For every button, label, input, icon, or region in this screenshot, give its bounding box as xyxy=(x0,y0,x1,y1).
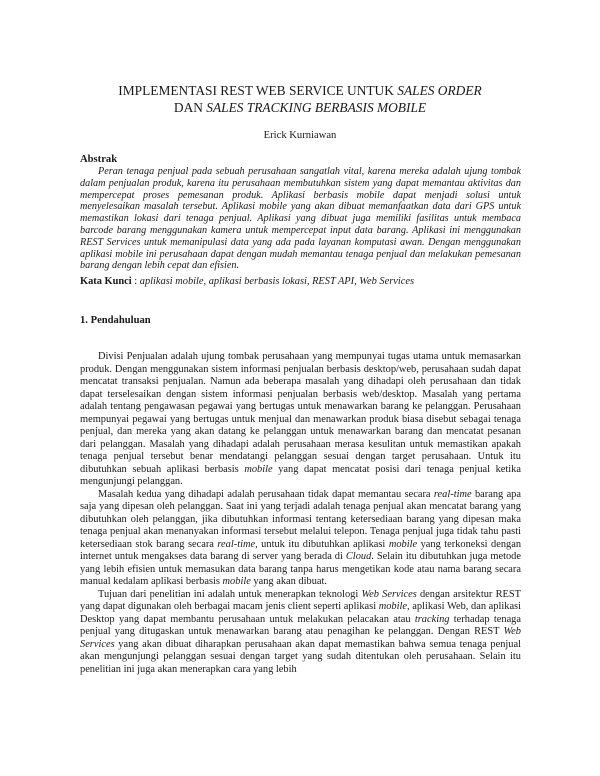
keywords: Kata Kunci : aplikasi mobile, aplikasi berbasis lokasi, REST API, Web Services xyxy=(80,276,415,287)
section-body xyxy=(80,351,521,676)
keywords-label: Kata Kunci xyxy=(80,276,132,287)
title-line-2: DAN SALES TRACKING BERBASIS MOBILE xyxy=(173,100,427,115)
author-name: Erick Kurniawan xyxy=(263,130,337,141)
abstract-heading: Abstrak xyxy=(80,154,118,165)
paragraph-1: Divisi Penjualan adalah ujung tombak perusahaan yang mempunyai tugas utama untuk memasarkan produk. Dengan menggunakan sistem informasi penjualan berbasis desktop/web, perusahaan sudah dapat mencatat transaksi penjualan. Namun ada beberapa masalah yang dihadapi oleh perusahaan dan tidak dapat terselesaikan dengan sistem informasi penjualan berbasis web/desktop. Masalah yang pertama adalah tentang pengawasan pegawai yang bertugas untuk menawarkan barang ke pelanggan. Perusahaan mempunyai pegawai yang bertugas untuk menjual dan menawarkan produk biasa disebut sebagai tenaga penjual, dan mereka yang akan datang ke pelanggan untuk menawarkan barang dan mencatat pesanan dari pelanggan. Masalah yang dihadapi adalah perusahaan merasa kesulitan untuk memastikan apakah tenaga penjual tersebut benar mendatangi pelanggan sesuai dengan target perusahaan. Untuk itu dibutuhkan sebuah aplikasi berbasis mobile yang dapat mencatat posisi dari tenaga penjual ketika mengunjungi pelanggan. xyxy=(80,351,521,487)
section-heading-pendahuluan: 1. Pendahuluan xyxy=(80,315,151,326)
title-line-1: IMPLEMENTASI REST WEB SERVICE UNTUK SALES ORDER xyxy=(118,83,482,98)
abstract-text: Peran tenaga penjual pada sebuah perusahaan sangatlah vital, karena mereka adalah ujung tombak dalam penjualan produk, karena itu perusahaan membutuhkan sistem yang dapat memantau aktivitas dan mempercepat proses pemesanan produk. Aplikasi berbasis mobile dapat menjadi solusi untuk menyelesaikan masalah tersebut. Aplikasi mobile yang akan dibuat memanfaatkan data dari GPS untuk memastikan lokasi dari tenaga penjual. Aplikasi yang dibuat juga memiliki fasilitas untuk membaca barcode barang menggunakan kamera untuk mempercepat input data barang. Aplikasi ini menggunakan REST Services untuk memanipulasi data yang ada pada layanan komputasi awan. Dengan menggunakan aplikasi mobile ini perusahaan dapat dengan mudah memantau tenaga penjual dan melakukan pemesanan barang dengan lebih cepat dan efisien. xyxy=(80,166,521,272)
paragraph-2: Masalah kedua yang dihadapi adalah perusahaan tidak dapat memantau secara real-time barang apa saja yang dipesan oleh pelanggan. Saat ini yang terjadi adalah tenaga penjual akan mencatat barang yang dibutuhkan oleh pelanggan, jika dibutuhkan informasi tentang ketersediaan barang yang dipesan maka tenaga penjual akan menanyakan informasi tersebut melalui telepon. Tenaga penjual juga tidak tahu pasti ketersediaan stok barang secara real-time, untuk itu dibutuhkan aplikasi mobile yang terkoneksi dengan internet untuk mengakses data barang di server yang berada di Cloud. Selain itu dibutuhkan juga metode yang lebih efisien untuk memasukan data barang tanpa harus mengetikan kode atau nama barang secara manual kedalam aplikasi berbasis mobile yang akan dibuat. xyxy=(80,488,522,587)
paragraph-3: Tujuan dari penelitian ini adalah untuk menerapkan teknologi Web Services dengan arsitektur REST yang dapat digunakan oleh berbagai macam jenis client seperti aplikasi mobile, aplikasi Web, dan aplikasi Desktop yang dapat membantu perusahaan untuk melakukan pelacakan atau tracking terhadap tenaga penjual yang ditugaskan untuk menawarkan barang atau penagihan ke pelanggan. Dengan REST Web Services yang akan dibuat diharapkan perusahaan akan dapat memastikan bahwa semua tenaga penjual akan mengunjungi pelanggan sesuai dengan target yang sudah ditentukan oleh perusahaan. Selain itu penelitian ini juga akan menerapkan cara yang lebih xyxy=(80,588,521,675)
paper-title xyxy=(60,82,540,116)
keywords-text: aplikasi mobile, aplikasi berbasis lokasi, REST API, Web Services xyxy=(139,276,415,287)
